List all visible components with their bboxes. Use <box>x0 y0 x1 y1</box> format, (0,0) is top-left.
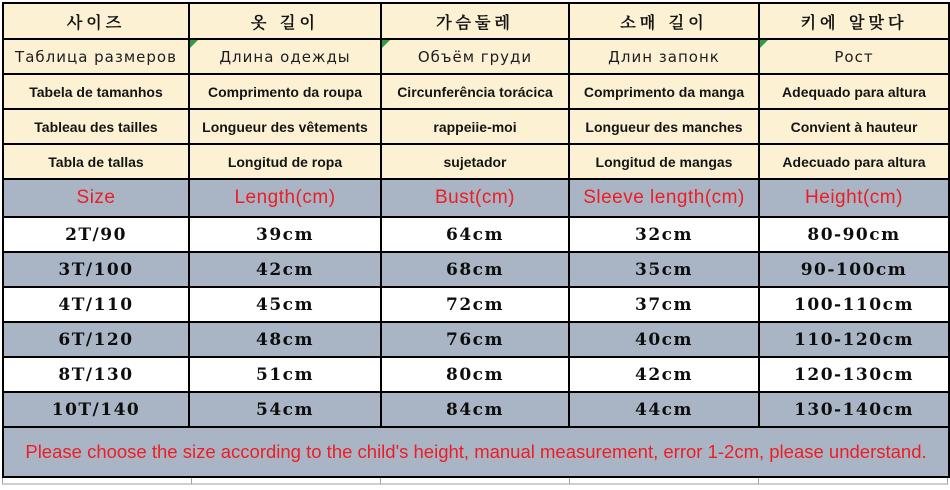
column-header-height: Height(cm) <box>759 179 949 217</box>
table-row-10t140 <box>3 392 949 427</box>
table-row-6t120 <box>3 322 949 357</box>
cutoff-row-strip <box>2 478 948 485</box>
header-cell-french-size: Tableau des tailles <box>3 109 189 144</box>
cell-bust: 64cm <box>381 217 569 252</box>
table-row-2t90 <box>3 217 949 252</box>
cell-sleeve: 44cm <box>569 392 759 427</box>
cell-size: 2T/90 <box>3 217 189 252</box>
cell-height: 80-90cm <box>759 217 949 252</box>
header-cell-korean-size: 사이즈 <box>3 3 189 39</box>
green-corner-marker-icon <box>382 40 390 48</box>
table-row-8t130 <box>3 357 949 392</box>
header-cell-portuguese-height: Adequado para altura <box>759 74 949 109</box>
language-row-spanish <box>3 144 949 179</box>
size-chart-table <box>2 2 950 478</box>
header-cell-korean-bust: 가슴둘레 <box>381 3 569 39</box>
cell-bust: 84cm <box>381 392 569 427</box>
cutoff-cell <box>570 478 759 485</box>
cell-sleeve: 40cm <box>569 322 759 357</box>
cell-size: 6T/120 <box>3 322 189 357</box>
cutoff-cell <box>2 478 192 485</box>
column-header-size: Size <box>3 179 189 217</box>
header-cell-spanish-size: Tabla de tallas <box>3 144 189 179</box>
size-note: Please choose the size according to the child's height, manual measurement, error 1-2cm, please understand. <box>3 427 949 477</box>
language-row-korean <box>3 3 949 39</box>
cutoff-cell <box>759 478 948 485</box>
cell-sleeve: 37cm <box>569 287 759 322</box>
header-cell-french-sleeve: Longueur des manches <box>569 109 759 144</box>
header-cell-korean-height: 키에 알맞다 <box>759 3 949 39</box>
header-cell-russian-size: Таблица размеров <box>3 39 189 74</box>
header-cell-portuguese-length: Comprimento da roupa <box>189 74 381 109</box>
header-cell-french-bust: rappeiie-moi <box>381 109 569 144</box>
header-cell-label: Рост <box>834 47 874 66</box>
cell-length: 48cm <box>189 322 381 357</box>
header-cell-french-height: Convient à hauteur <box>759 109 949 144</box>
header-cell-spanish-height: Adecuado para altura <box>759 144 949 179</box>
cell-length: 54cm <box>189 392 381 427</box>
cell-height: 90-100cm <box>759 252 949 287</box>
language-row-french <box>3 109 949 144</box>
header-cell-russian-length <box>189 39 381 74</box>
column-header-bust: Bust(cm) <box>381 179 569 217</box>
table-row-4t110 <box>3 287 949 322</box>
cell-height: 100-110cm <box>759 287 949 322</box>
header-cell-spanish-sleeve: Longitud de mangas <box>569 144 759 179</box>
cell-bust: 76cm <box>381 322 569 357</box>
cell-sleeve: 32cm <box>569 217 759 252</box>
cell-sleeve: 35cm <box>569 252 759 287</box>
table-row-3t100 <box>3 252 949 287</box>
cell-bust: 80cm <box>381 357 569 392</box>
cell-size: 8T/130 <box>3 357 189 392</box>
cell-height: 120-130cm <box>759 357 949 392</box>
header-cell-portuguese-sleeve: Comprimento da manga <box>569 74 759 109</box>
cell-size: 4T/110 <box>3 287 189 322</box>
header-cell-label: Объём груди <box>417 47 533 66</box>
header-cell-spanish-length: Longitud de ropa <box>189 144 381 179</box>
header-cell-label: Длина одежды <box>219 47 351 66</box>
cutoff-cell <box>381 478 570 485</box>
cell-length: 39cm <box>189 217 381 252</box>
green-corner-marker-icon <box>760 40 768 48</box>
column-header-sleeve: Sleeve length(cm) <box>569 179 759 217</box>
header-cell-french-length: Longueur des vêtements <box>189 109 381 144</box>
cell-bust: 72cm <box>381 287 569 322</box>
header-cell-portuguese-bust: Circunferência torácica <box>381 74 569 109</box>
cell-bust: 68cm <box>381 252 569 287</box>
cell-size: 3T/100 <box>3 252 189 287</box>
column-header-row <box>3 179 949 217</box>
header-cell-portuguese-size: Tabela de tamanhos <box>3 74 189 109</box>
header-cell-russian-height <box>759 39 949 74</box>
language-row-portuguese <box>3 74 949 109</box>
cell-length: 42cm <box>189 252 381 287</box>
column-header-length: Length(cm) <box>189 179 381 217</box>
language-row-russian <box>3 39 949 74</box>
cell-size: 10T/140 <box>3 392 189 427</box>
header-cell-russian-bust <box>381 39 569 74</box>
cell-height: 110-120cm <box>759 322 949 357</box>
header-cell-russian-sleeve: Длин запонк <box>569 39 759 74</box>
header-cell-spanish-bust: sujetador <box>381 144 569 179</box>
green-corner-marker-icon <box>190 40 198 48</box>
cell-sleeve: 42cm <box>569 357 759 392</box>
header-cell-korean-length: 옷 길이 <box>189 3 381 39</box>
header-cell-korean-sleeve: 소매 길이 <box>569 3 759 39</box>
cell-length: 45cm <box>189 287 381 322</box>
note-row <box>3 427 949 477</box>
cutoff-cell <box>192 478 381 485</box>
cell-height: 130-140cm <box>759 392 949 427</box>
cell-length: 51cm <box>189 357 381 392</box>
